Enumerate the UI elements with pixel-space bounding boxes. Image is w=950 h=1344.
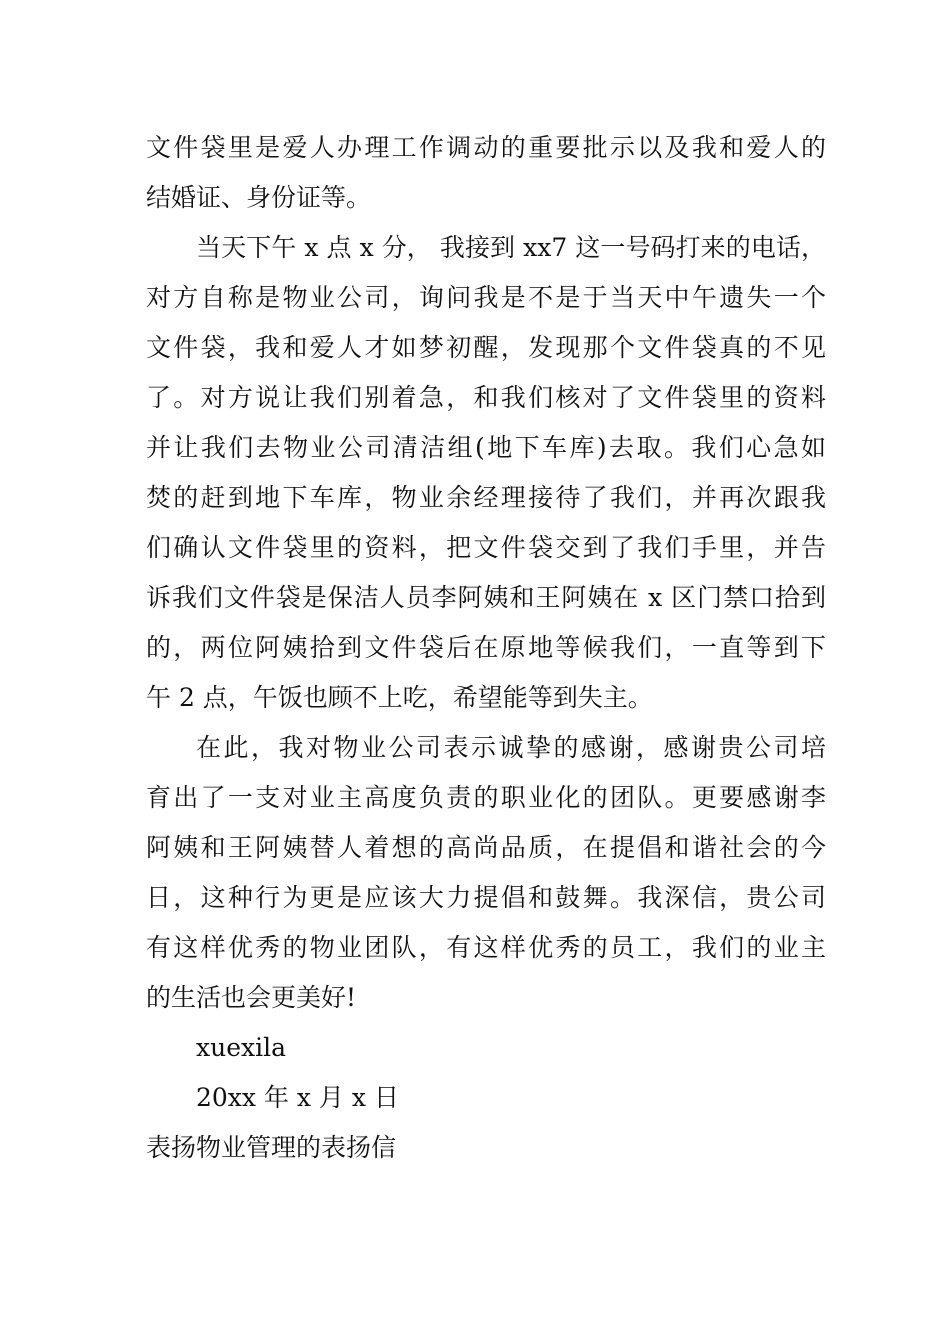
signature: xuexila	[196, 1033, 286, 1062]
text-line: 的，两位阿姨拾到文件袋后在原地等候我们，一直等到下	[146, 633, 826, 662]
text-line: 午 2 点，午饭也顾不上吃，希望能等到失主。	[146, 683, 653, 712]
text-line: 阿姨和王阿姨替人着想的高尚品质，在提倡和谐社会的今	[146, 833, 826, 862]
text-line: 诉我们文件袋是保洁人员李阿姨和王阿姨在 x 区门禁口拾到	[146, 583, 826, 612]
text-line: 并让我们去物业公司清洁组(地下车库)去取。我们心急如	[146, 433, 826, 462]
text-line: 日，这种行为更是应该大力提倡和鼓舞。我深信，贵公司	[146, 883, 826, 912]
paragraph-start-line: 当天下午 x 点 x 分， 我接到 xx7 这一号码打来的电话，	[196, 233, 826, 262]
text-line: 们确认文件袋里的资料，把文件袋交到了我们手里，并告	[146, 533, 826, 562]
text-line: 对方自称是物业公司，询问我是不是于当天中午遗失一个	[146, 283, 826, 312]
text-line: 的生活也会更美好!	[146, 983, 357, 1012]
text-line: 育出了一支对业主高度负责的职业化的团队。更要感谢李	[146, 783, 826, 812]
text-line: 结婚证、身份证等。	[146, 183, 372, 212]
paragraph-start-line: 在此，我对物业公司表示诚挚的感谢，感谢贵公司培	[196, 733, 826, 762]
document-title: 表扬物业管理的表扬信	[146, 1133, 397, 1162]
text-line: 文件袋里是爱人办理工作调动的重要批示以及我和爱人的	[146, 133, 826, 162]
text-line: 了。对方说让我们别着急，和我们核对了文件袋里的资料	[146, 383, 826, 412]
text-line: 焚的赶到地下车库，物业余经理接待了我们，并再次跟我	[146, 483, 826, 512]
text-line: 文件袋，我和爱人才如梦初醒，发现那个文件袋真的不见	[146, 333, 826, 362]
text-line: 有这样优秀的物业团队，有这样优秀的员工，我们的业主	[146, 933, 826, 962]
date-line: 20xx 年 x 月 x 日	[196, 1083, 399, 1112]
